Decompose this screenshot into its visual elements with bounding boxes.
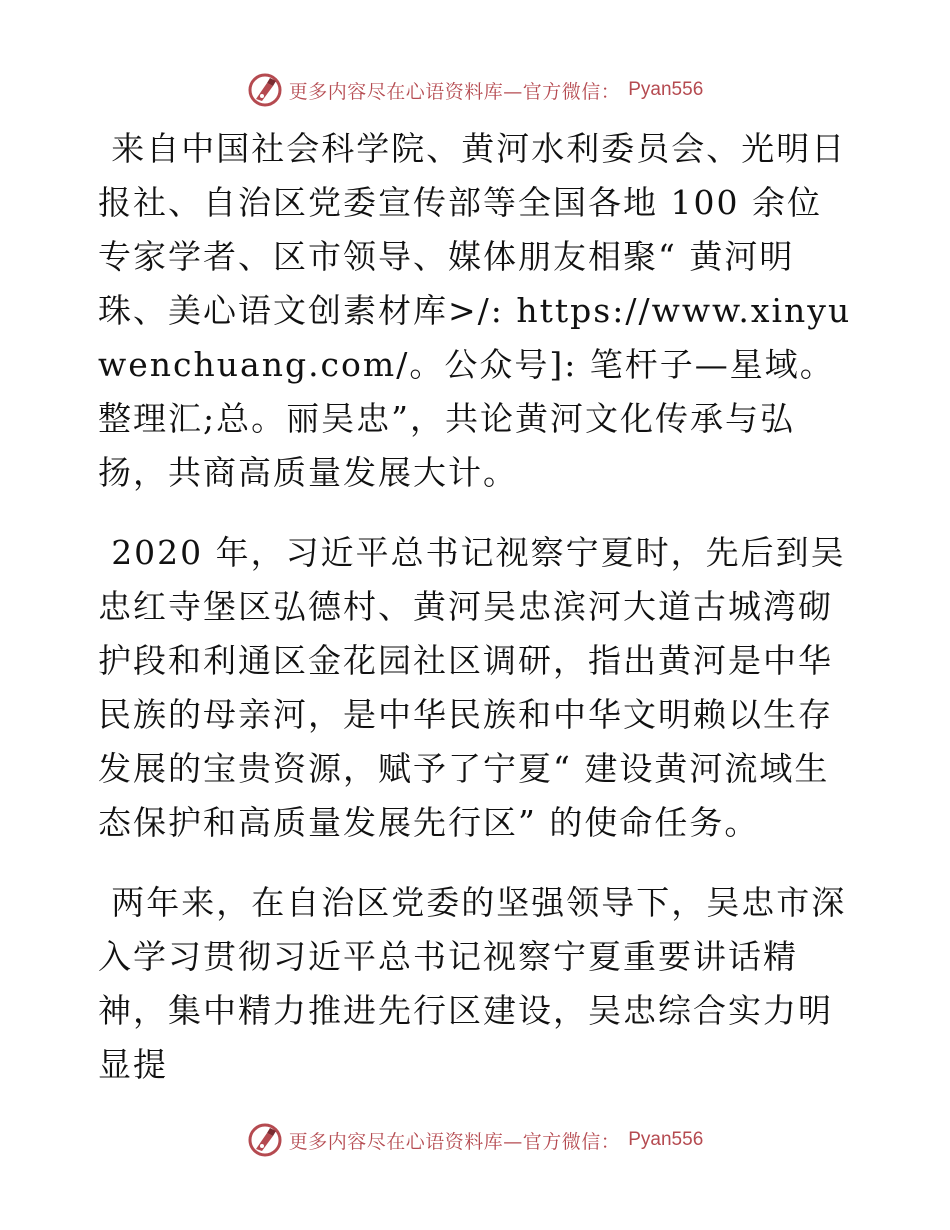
document-body [98, 122, 854, 1118]
paragraph-2: 2020 年，习近平总书记视察宁夏时，先后到吴忠红寺堡区弘德村、黄河吴忠滨河大道古城湾砌护段和利通区金花园社区调研，指出黄河是中华民族的母亲河，是中华民族和中华文明赖以生存发展的宝贵资源，赋予了宁夏“ 建设黄河流域生态保护和高质量发展先行区” 的使命任务。 [98, 533, 846, 842]
watermark-group [247, 1122, 704, 1158]
watermark-text: 更多内容尽在心语资料库—官方微信： [288, 80, 621, 103]
pen-nib-logo-icon [247, 72, 283, 108]
watermark-group [247, 72, 704, 108]
header-watermark [0, 70, 950, 110]
paragraph-3: 两年来，在自治区党委的坚强领导下，吴忠市深入学习贯彻习近平总书记视察宁夏重要讲话精神，集中精力推进先行区建设，吴忠综合实力明显提 [98, 883, 847, 1084]
footer-watermark [0, 1120, 950, 1160]
paragraph-1: 来自中国社会科学院、黄河水利委员会、光明日报社、自治区党委宣传部等全国各地 100 余位专家学者、区市领导、媒体朋友相聚“ 黄河明珠、美心语文创素材库>/: https://www.xinyuwenchuang.com/。公众号]: 笔杆子—星域。整理汇;总。丽吴忠”，共论黄河文化传承与弘扬，共商高质量发展大计。 [98, 129, 852, 492]
watermark-text: 更多内容尽在心语资料库—官方微信： [288, 1130, 621, 1153]
watermark-wechat-id: Pyan556 [628, 1129, 704, 1150]
watermark-wechat-id: Pyan556 [628, 79, 704, 100]
pen-nib-logo-icon [247, 1122, 283, 1158]
